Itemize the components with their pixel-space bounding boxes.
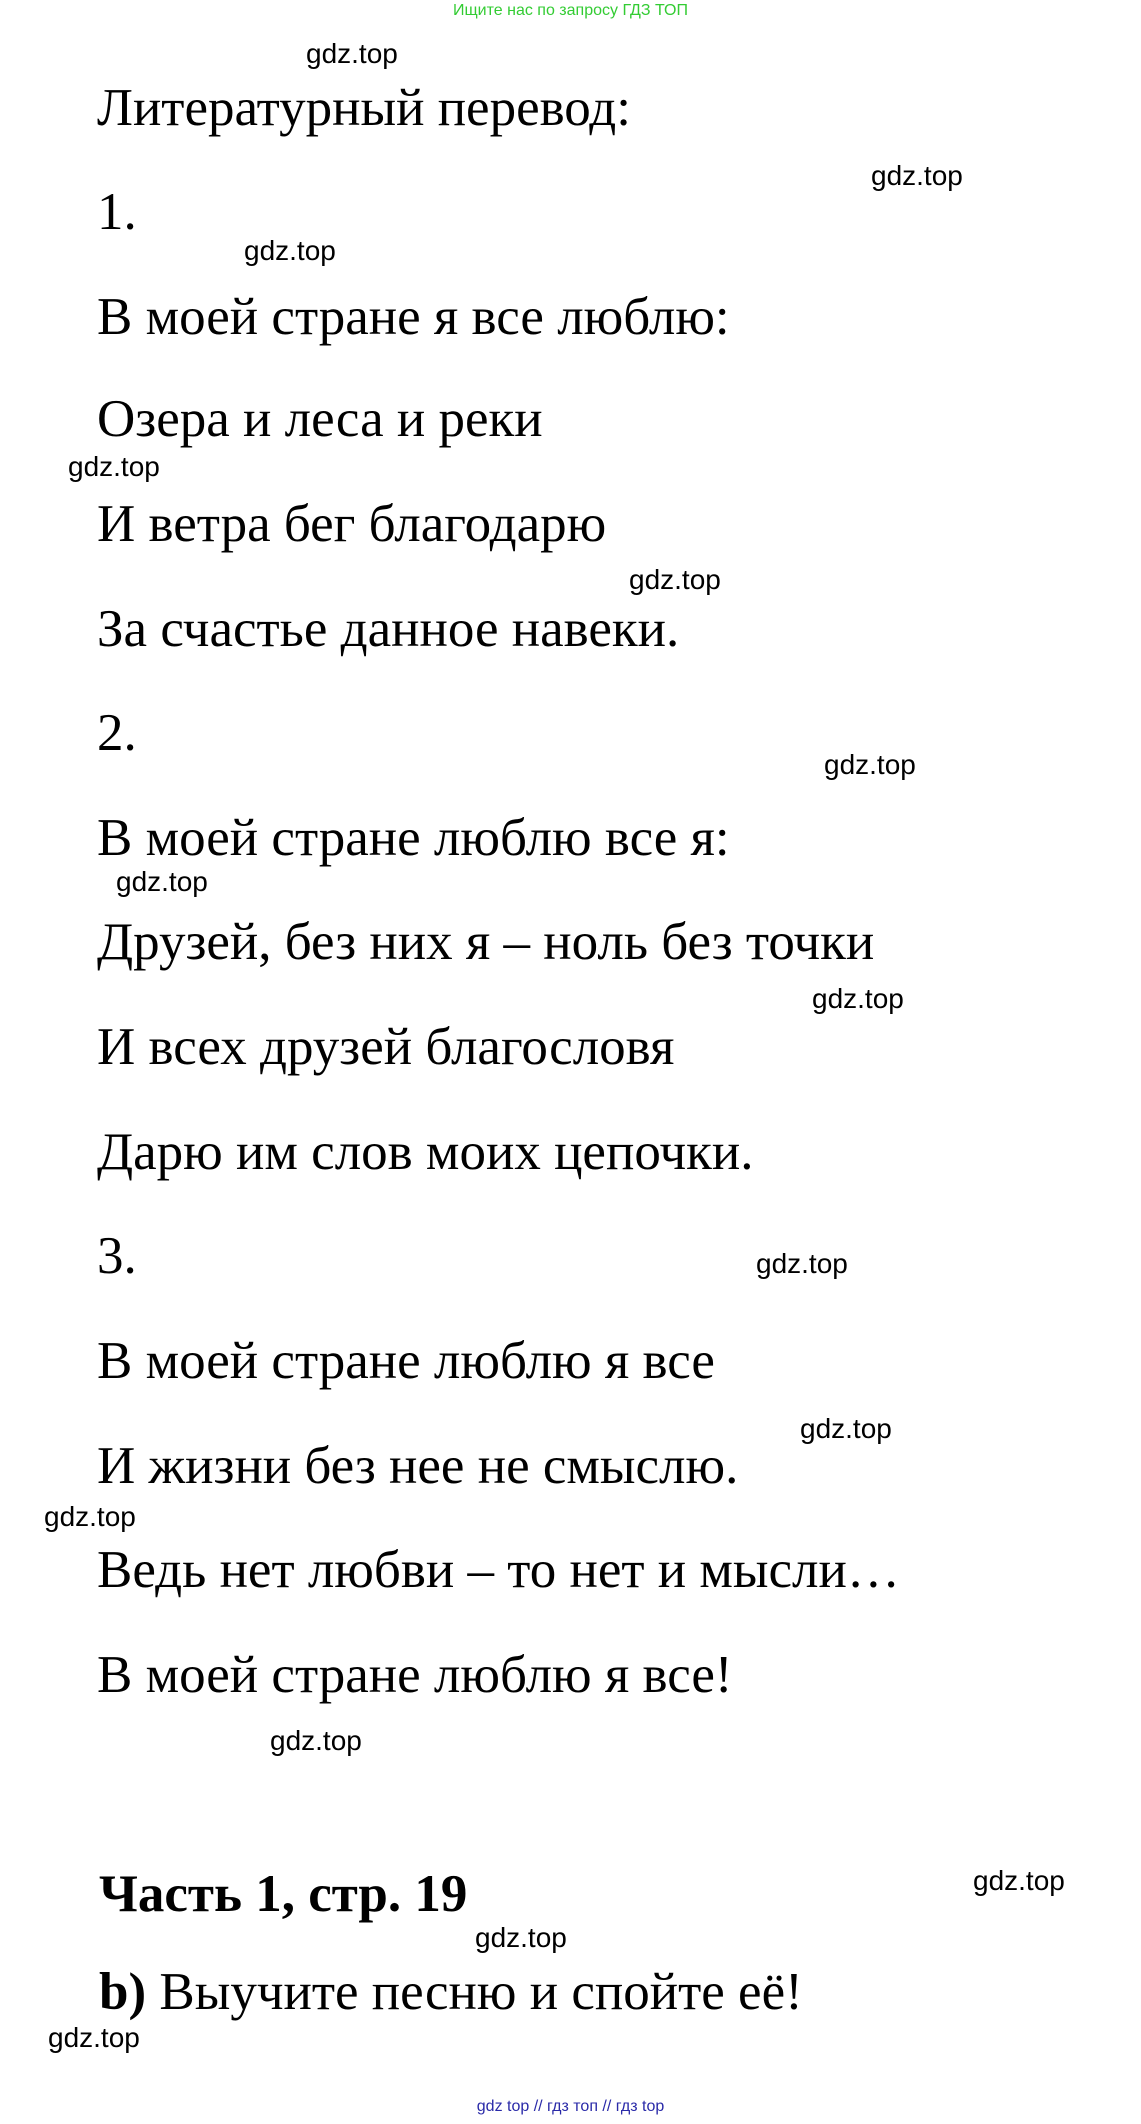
page-title: Литературный перевод: — [97, 79, 631, 137]
watermark: gdz.top — [306, 38, 398, 69]
top-banner: Ищите нас по запросу ГДЗ ТОП — [453, 2, 688, 19]
watermark: gdz.top — [244, 235, 336, 266]
verse-2-line-1: В моей стране люблю все я: — [97, 809, 730, 867]
watermark: gdz.top — [116, 866, 208, 897]
verse-3-line-2: И жизни без нее не смыслю. — [97, 1437, 739, 1495]
watermark: gdz.top — [824, 749, 916, 780]
verse-1-line-2: Озера и леса и реки — [97, 390, 543, 448]
watermark: gdz.top — [871, 160, 963, 191]
verse-2-number: 2. — [97, 704, 137, 762]
task-label: b) — [99, 1963, 147, 2021]
footer-links: gdz top // гдз топ // гдз top — [476, 2098, 665, 2115]
watermark: gdz.top — [475, 1922, 567, 1953]
verse-1-number: 1. — [97, 183, 137, 241]
verse-1-line-4: За счастье данное навеки. — [97, 600, 680, 658]
watermark: gdz.top — [44, 1501, 136, 1532]
verse-3-number: 3. — [97, 1227, 137, 1285]
watermark: gdz.top — [48, 2022, 140, 2053]
watermark: gdz.top — [629, 564, 721, 595]
verse-1-line-1: В моей стране я все люблю: — [97, 288, 730, 346]
section-heading: Часть 1, стр. 19 — [99, 1865, 468, 1923]
verse-1-line-3: И ветра бег благодарю — [97, 495, 607, 553]
watermark: gdz.top — [973, 1865, 1065, 1896]
verse-2-line-4: Дарю им слов моих цепочки. — [97, 1123, 754, 1181]
verse-3-line-3: Ведь нет любви – то нет и мысли… — [97, 1541, 900, 1599]
verse-3-line-1: В моей стране люблю я все — [97, 1332, 715, 1390]
verse-2-line-2: Друзей, без них я – ноль без точки — [97, 913, 875, 971]
task-line — [99, 1962, 803, 2022]
verse-3-line-4: В моей стране люблю я все! — [97, 1646, 733, 1704]
watermark: gdz.top — [756, 1248, 848, 1279]
watermark: gdz.top — [270, 1725, 362, 1756]
watermark: gdz.top — [68, 451, 160, 482]
verse-2-line-3: И всех друзей благословя — [97, 1018, 675, 1076]
task-text: Выучите песню и спойте её! — [159, 1963, 803, 2021]
watermark: gdz.top — [812, 983, 904, 1014]
watermark: gdz.top — [800, 1413, 892, 1444]
